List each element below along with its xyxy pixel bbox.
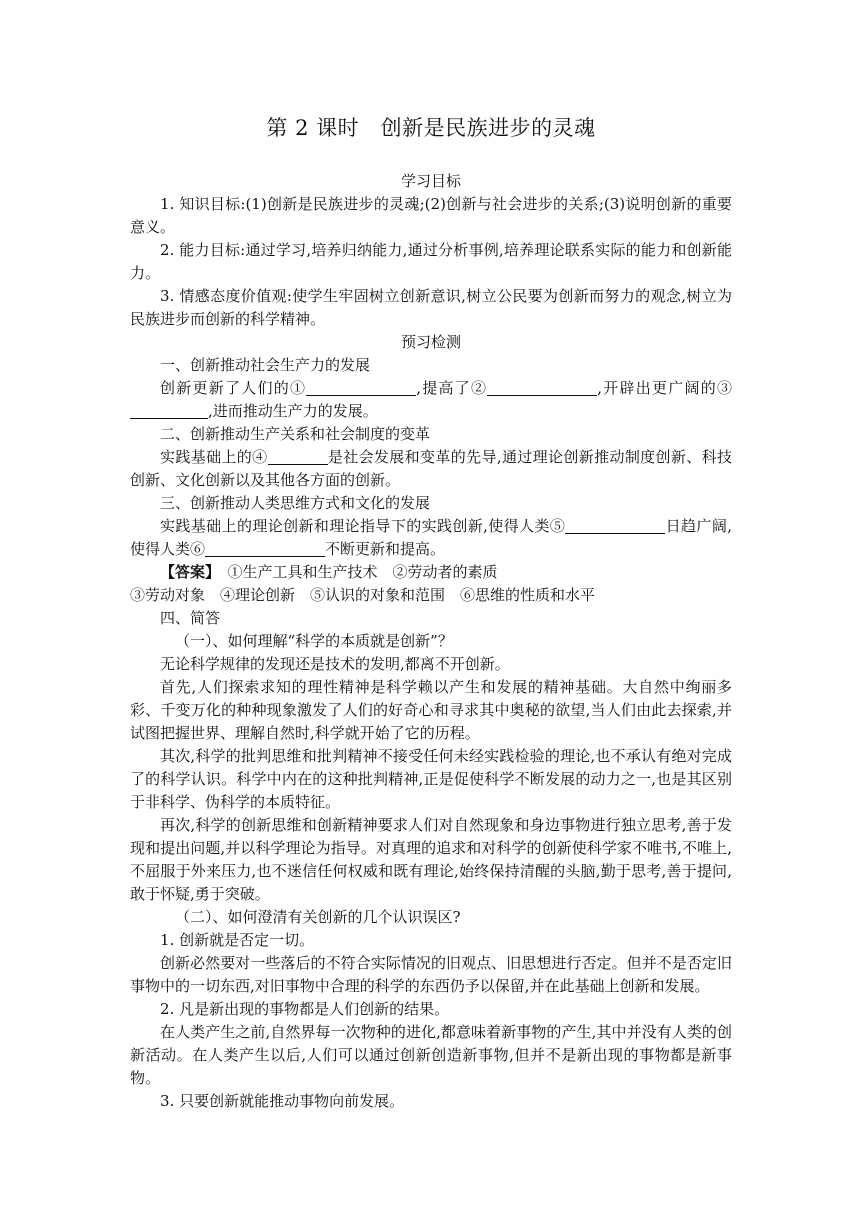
section-2-text: 实践基础上的④ 是社会发展和变革的先导,通过理论创新推动制度创新、科技创新、文化创新以及其他各方面的创新。 [130, 448, 732, 489]
objective-item-2: 2. 能力目标:通过学习,培养归纳能力,通过分析事例,培养理论联系实际的能力和创新能力。 [130, 241, 732, 282]
answer-line-1: 【答案】 ①生产工具和生产技术 ②劳动者的素质 [160, 563, 498, 581]
section-2-title: 二、创新推动生产关系和社会制度的变革 [160, 425, 431, 443]
fill-blank-3 [130, 402, 208, 419]
answer-1-para-4: 再次,科学的创新思维和创新精神要求人们对自然现象和身边事物进行独立思考,善于发现和提出问题,并以科学理论为指导。对真理的追求和对科学的创新使科学家不唯书,不唯上,不屈服于外来压力,也不迷信任何权威和既有理论,始终保持清醒的头脑,勤于思考,善于提问,敢于怀疑,勇于突破。 [130, 816, 732, 903]
section-1-text: 创新更新了人们的① ,提高了② ,开辟出更广阔的③,进而推动生产力的发展。 [130, 377, 732, 423]
answer-2-para-3: 2. 凡是新出现的事物都是人们创新的结果。 [160, 1000, 450, 1018]
section-3-text: 实践基础上的理论创新和理论指导下的实践创新,使得人类⑤ 日趋广阔,使得人类⑥ 不断更新和提高。 [130, 517, 732, 558]
fill-blank-4 [268, 448, 328, 465]
answer-1-para-2: 首先,人们探索求知的理性精神是科学赖以产生和发展的精神基础。大自然中绚丽多彩、千变万化的种种现象激发了人们的好奇心和寻求其中奥秘的欲望,当人们由此去探索,并试图把握世界、理解自然时,科学就开始了它的历程。 [130, 678, 732, 742]
question-1: （一）、如何理解“科学的本质就是创新”？ [175, 632, 453, 650]
answer-2-para-2: 创新必然要对一些落后的不符合实际情况的旧观点、旧思想进行否定。但并不是否定旧事物中的一切东西,对旧事物中合理的科学的东西仍予以保留,并在此基础上创新和发展。 [130, 954, 732, 995]
fill-blank-6 [205, 540, 325, 557]
answer-2-para-1: 1. 创新就是否定一切。 [160, 931, 315, 949]
question-2: （二）、如何澄清有关创新的几个认识误区? [175, 908, 461, 926]
objective-item-1: 1. 知识目标:(1)创新是民族进步的灵魂;(2)创新与社会进步的关系;(3)说明创新的重要意义。 [130, 195, 732, 236]
document-content [130, 112, 732, 1113]
answer-1-para-3: 其次,科学的批判思维和批判精神不接受任何未经实践检验的理论,也不承认有绝对完成了的科学认识。科学中内在的这种批判精神,正是促使科学不断发展的动力之一,也是其区别于非科学、伪科学的本质特征。 [130, 747, 732, 811]
objective-item-3: 3. 情感态度价值观:使学生牢固树立创新意识,树立公民要为创新而努力的观念,树立为民族进步而创新的科学精神。 [130, 287, 732, 328]
answer-label: 【答案】 [160, 563, 213, 581]
fill-blank-1 [306, 379, 416, 396]
answer-2-para-4: 在人类产生之前,自然界每一次物种的进化,都意味着新事物的产生,其中并没有人类的创新活动。在人类产生以后,人们可以通过创新创造新事物,但并不是新出现的事物都是新事物。 [130, 1023, 732, 1087]
answer-1-para-1: 无论科学规律的发现还是技术的发明,都离不开创新。 [160, 655, 510, 673]
answer-line-2: ③劳动对象 ④理论创新 ⑤认识的对象和范围 ⑥思维的性质和水平 [130, 586, 596, 604]
page-title: 第 2 课时 创新是民族进步的灵魂 [266, 116, 596, 140]
preview-heading: 预习检测 [400, 333, 461, 351]
objectives-heading: 学习目标 [400, 172, 461, 190]
section-1-title: 一、创新推动社会生产力的发展 [160, 356, 371, 374]
qa-heading: 四、简答 [160, 609, 221, 627]
fill-blank-5 [565, 517, 665, 534]
answer-2-para-5: 3. 只要创新就能推动事物向前发展。 [160, 1092, 405, 1110]
section-3-title: 三、创新推动人类思维方式和文化的发展 [160, 494, 431, 512]
fill-blank-2 [487, 379, 597, 396]
